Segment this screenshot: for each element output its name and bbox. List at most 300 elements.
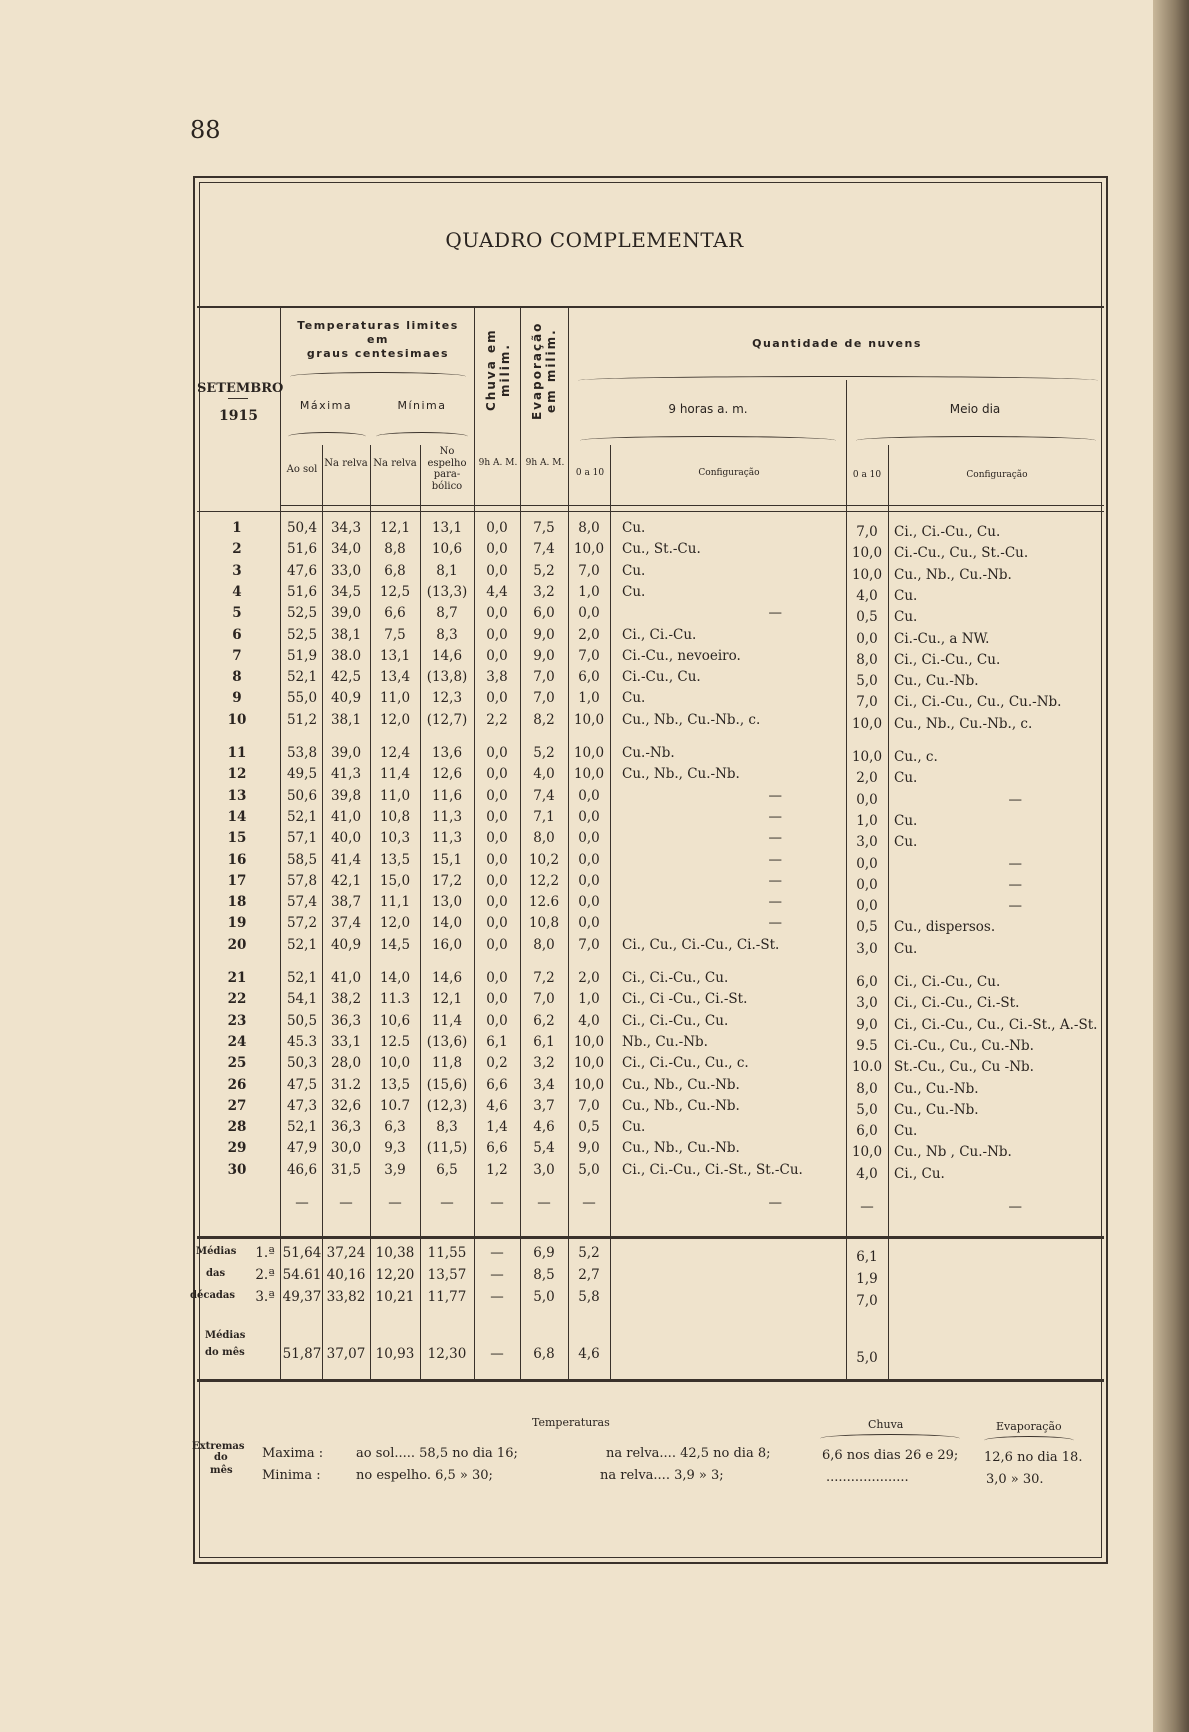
cell-r: 38,1 (330, 626, 362, 643)
cell-na: 0,5 (578, 1119, 600, 1136)
rule (197, 1236, 1104, 1239)
cell-ev: 10,2 (528, 851, 560, 868)
brace (290, 372, 466, 381)
cell-ca: Cu., Nb., Cu.-Nb., c. (622, 711, 761, 728)
cell-ev: — (537, 1195, 551, 1211)
cell-ch: 0,0 (486, 830, 508, 847)
cell-nm: 3,0 (856, 834, 878, 851)
decade-cell-ev: 6,9 (533, 1245, 555, 1261)
cell-nm: 10,0 (851, 715, 883, 732)
temp-group-line3: graus centesimaes (306, 347, 450, 360)
cell-nm: 3,0 (856, 940, 878, 957)
cell-ca: Ci.-Cu., nevoeiro. (622, 647, 741, 664)
decade-cell-nm: 6,1 (856, 1249, 878, 1265)
config-am-header: Configuração (698, 468, 760, 478)
cell-ch: 0,0 (486, 562, 508, 579)
cell-r: 41,0 (330, 970, 362, 986)
cell-r: 34,3 (330, 520, 362, 536)
cell-nm: — (860, 1199, 874, 1215)
cell-s: — (295, 1195, 309, 1211)
cell-me: 15,1 (431, 851, 463, 868)
cell-d: 2 (232, 541, 242, 558)
cell-cm: Cu., c. (894, 749, 938, 765)
extremes-label-3: mês (210, 1465, 233, 1476)
cell-ch: 6,1 (486, 1033, 508, 1050)
cell-cm: Cu. (894, 770, 918, 787)
decades-label-1: Médias (196, 1246, 237, 1257)
cell-me: 11,6 (431, 787, 463, 804)
cell-ch: 0,0 (486, 1012, 508, 1029)
cell-r: 34,5 (330, 583, 362, 600)
cell-cm: Cu., Cu.-Nb. (894, 673, 979, 690)
cell-nm: 0,0 (856, 791, 878, 808)
cell-d: 23 (227, 1012, 247, 1029)
cell-me: 17,2 (431, 872, 463, 889)
cell-mr: 14,5 (379, 936, 411, 953)
decades-label-2: das (206, 1268, 226, 1279)
cell-ca: — (768, 872, 782, 889)
cell-ca: Cu., Nb., Cu.-Nb. (622, 1097, 740, 1114)
cell-r: 40,0 (330, 830, 362, 847)
cell-ca: Cu. (622, 562, 646, 579)
decade-cell-ch: — (490, 1245, 504, 1261)
cell-cm: Cu., Nb , Cu.-Nb. (894, 1144, 1012, 1161)
cell-na: 10,0 (573, 1033, 605, 1050)
cell-mr: 8,8 (384, 541, 406, 558)
cell-me: (12,7) (426, 711, 468, 728)
cell-ch: 0,2 (486, 1055, 508, 1072)
cell-na: 0,0 (578, 787, 600, 804)
ao-sol-header: Ao sol (286, 464, 318, 475)
cell-ch: 0,0 (486, 647, 508, 664)
cell-ca: Ci., Ci.-Cu. (622, 626, 697, 643)
extremes-rain-header: Chuva (868, 1418, 904, 1431)
cell-me: (11,5) (426, 1140, 468, 1157)
temp-group-line2: em (367, 333, 389, 346)
cell-s: 52,1 (286, 808, 318, 825)
cell-nm: 0,0 (856, 876, 878, 893)
cell-r: 38,1 (330, 711, 362, 728)
cell-nm: 10,0 (851, 545, 883, 562)
cell-mr: 12,4 (379, 745, 411, 761)
cell-r: 39,8 (330, 787, 362, 804)
month-mean-cell-nm: 5,0 (856, 1350, 878, 1366)
brace (856, 436, 1096, 445)
cell-mr: 11,1 (379, 894, 411, 911)
rule (228, 398, 248, 399)
cell-ch: 0,0 (486, 787, 508, 804)
cell-cm: Cu., dispersos. (894, 919, 996, 936)
cell-ev: 8,0 (533, 830, 555, 847)
cell-s: 52,1 (286, 1119, 318, 1136)
cell-s: 52,1 (286, 936, 318, 953)
cell-ev: 7,0 (533, 669, 555, 686)
cell-cm: Ci.-Cu., Cu., St.-Cu. (894, 545, 1029, 562)
cell-cm: Cu., Nb., Cu.-Nb., c. (894, 715, 1033, 732)
rule (280, 505, 1104, 506)
espelho-header: No espelho para-bólico (427, 446, 467, 492)
cell-me: 6,5 (436, 1161, 458, 1178)
cell-cm: Ci., Ci.-Cu., Cu., Cu.-Nb. (894, 694, 1062, 711)
cell-d: 19 (227, 915, 247, 932)
cell-me: 8,7 (436, 605, 458, 622)
decade-cell-me: 11,77 (427, 1289, 467, 1305)
cell-mr: 6,3 (384, 1119, 406, 1136)
cell-ch: 6,6 (486, 1076, 508, 1093)
cell-nm: 10,0 (851, 566, 883, 583)
cell-d: 1 (232, 520, 242, 536)
cell-na: 6,0 (578, 669, 600, 686)
cell-me: 11,4 (431, 1012, 463, 1029)
cell-na: 2,0 (578, 626, 600, 643)
cell-cm: — (1008, 791, 1022, 808)
decade-cell-ch: — (490, 1267, 504, 1283)
cell-ev: 3,2 (533, 1055, 555, 1072)
cell-na: 0,0 (578, 894, 600, 911)
cell-ch: 0,0 (486, 690, 508, 707)
cell-s: 50,5 (286, 1012, 318, 1029)
cell-na: 0,0 (578, 808, 600, 825)
cell-ev: 9,0 (533, 626, 555, 643)
cell-ca: Cu., Nb., Cu.-Nb. (622, 1140, 740, 1157)
evap-time-header: 9h A. M. (525, 458, 565, 468)
cell-na: 2,0 (578, 970, 600, 986)
cell-ev: 4,0 (533, 766, 555, 783)
cell-d: 4 (232, 583, 242, 600)
cell-ev: 6,1 (533, 1033, 555, 1050)
cell-ca: Ci., Ci.-Cu., Cu. (622, 970, 729, 986)
cell-cm: Cu. (894, 812, 918, 829)
cell-ev: 7,4 (533, 787, 555, 804)
decade-cell-na: 5,8 (578, 1289, 600, 1305)
cell-na: 10,0 (573, 1076, 605, 1093)
cell-mr: 12,0 (379, 915, 411, 932)
cell-na: 7,0 (578, 647, 600, 664)
decade-cell-r: 33,82 (326, 1289, 366, 1305)
cell-ch: 6,6 (486, 1140, 508, 1157)
cell-nm: 8,0 (856, 1080, 878, 1097)
cell-r: 32,6 (330, 1097, 362, 1114)
cell-me: (13,8) (426, 669, 468, 686)
cell-ca: Ci., Ci -Cu., Ci.-St. (622, 991, 748, 1008)
cell-mr: 12,1 (379, 520, 411, 536)
cell-ev: 4,6 (533, 1119, 555, 1136)
cell-s: 51,6 (286, 583, 318, 600)
extremes-min-relva: na relva.... 3,9 » 3; (600, 1468, 724, 1483)
config-noon-header: Configuração (966, 470, 1028, 480)
cell-r: 42,1 (330, 872, 362, 889)
cell-ca: Ci., Ci.-Cu., Cu., c. (622, 1055, 749, 1072)
month-mean-cell-mr: 10,93 (375, 1346, 415, 1362)
cell-ev: 3,0 (533, 1161, 555, 1178)
brace (288, 432, 366, 441)
cell-na: 9,0 (578, 1140, 600, 1157)
cell-d: 7 (232, 647, 242, 664)
extremes-min-label: Minima : (262, 1468, 321, 1483)
cell-nm: 10,0 (851, 1144, 883, 1161)
decade-cell-nm: 1,9 (856, 1271, 878, 1287)
cell-ch: 0,0 (486, 541, 508, 558)
cell-s: 54,1 (286, 991, 318, 1008)
cell-ch: 0,0 (486, 766, 508, 783)
cell-mr: 9,3 (384, 1140, 406, 1157)
cell-r: 38,7 (330, 894, 362, 911)
cell-mr: 11,0 (379, 690, 411, 707)
cell-d: 10 (227, 711, 247, 728)
cell-nm: 0,0 (856, 898, 878, 915)
cell-r: 38,2 (330, 991, 362, 1008)
cell-ev: 3,4 (533, 1076, 555, 1093)
cell-ev: 3,2 (533, 583, 555, 600)
cell-ca: Cu., St.-Cu. (622, 541, 701, 558)
cell-r: 39,0 (330, 745, 362, 761)
cell-cm: Cu., Cu.-Nb. (894, 1101, 979, 1118)
extremes-label-1: Extremas (192, 1441, 245, 1452)
evap-header: Evaporação em milim. (530, 321, 558, 421)
extremes-max-relva: na relva.... 42,5 no dia 8; (606, 1446, 771, 1461)
cell-cm: Ci.-Cu., a NW. (894, 630, 990, 647)
cell-nm: 0,0 (856, 630, 878, 647)
cell-ca: — (768, 915, 782, 932)
cell-ev: 5,4 (533, 1140, 555, 1157)
decade-cell-mr: 12,20 (375, 1267, 415, 1283)
cell-me: 11,3 (431, 808, 463, 825)
cell-d: 22 (227, 991, 247, 1008)
cell-ca: — (768, 830, 782, 847)
cell-na: 7,0 (578, 562, 600, 579)
cell-ch: 0,0 (486, 872, 508, 889)
cell-s: 52,5 (286, 626, 318, 643)
cell-ch: 1,4 (486, 1119, 508, 1136)
cell-ch: 1,2 (486, 1161, 508, 1178)
cell-na: 0,0 (578, 830, 600, 847)
cell-cm: Ci., Ci.-Cu., Cu. (894, 524, 1001, 540)
cell-r: 36,3 (330, 1012, 362, 1029)
cell-ev: 7,2 (533, 970, 555, 986)
cell-ch: 0,0 (486, 808, 508, 825)
year-label: 1915 (219, 408, 258, 424)
cell-na: 10,0 (573, 766, 605, 783)
cell-ch: 0,0 (486, 936, 508, 953)
decade-cell-ev: 5,0 (533, 1289, 555, 1305)
rule (197, 511, 1104, 512)
cell-d: 13 (227, 787, 247, 804)
cell-s: 47,9 (286, 1140, 318, 1157)
cell-r: 39,0 (330, 605, 362, 622)
cell-na: — (582, 1195, 596, 1211)
cell-cm: Cu. (894, 587, 918, 604)
cell-mr: 15,0 (379, 872, 411, 889)
cell-ca: — (768, 851, 782, 868)
cell-mr: 14,0 (379, 970, 411, 986)
cell-ev: 6,0 (533, 605, 555, 622)
cell-cm: — (1008, 1199, 1022, 1215)
cell-nm: 4,0 (856, 1165, 878, 1182)
cell-mr: 12,5 (379, 583, 411, 600)
cell-s: 46,6 (286, 1161, 318, 1178)
cell-d: 12 (227, 766, 247, 783)
cell-na: 4,0 (578, 1012, 600, 1029)
brace (984, 1436, 1074, 1445)
cell-r: 40,9 (330, 936, 362, 953)
cell-r: 33,0 (330, 562, 362, 579)
cell-ev: 3,7 (533, 1097, 555, 1114)
cell-s: 52,5 (286, 605, 318, 622)
cell-nm: 2,0 (856, 770, 878, 787)
cell-nm: 3,0 (856, 995, 878, 1012)
cell-r: 38.0 (330, 647, 362, 664)
cell-ev: 7,0 (533, 991, 555, 1008)
cell-me: 12,3 (431, 690, 463, 707)
decade-number: 3.ª (255, 1289, 275, 1305)
cell-mr: 13,4 (379, 669, 411, 686)
cell-ca: — (768, 1195, 782, 1211)
month-mean-cell-ev: 6,8 (533, 1346, 555, 1362)
cell-ca: Cu. (622, 583, 646, 600)
cell-s: 50,4 (286, 520, 318, 536)
extremes-max-rain: 6,6 nos dias 26 e 29; (822, 1448, 959, 1463)
rain-header: Chuva em milim. (484, 328, 512, 412)
cell-na: 10,0 (573, 711, 605, 728)
cell-na: 0,0 (578, 872, 600, 889)
cell-na: 7,0 (578, 936, 600, 953)
cell-r: — (339, 1195, 353, 1211)
cell-mr: 10,0 (379, 1055, 411, 1072)
cell-ev: 8,2 (533, 711, 555, 728)
cell-ca: — (768, 808, 782, 825)
cell-me: 13,6 (431, 745, 463, 761)
temp-group-line1: Temperaturas limites (297, 319, 459, 332)
cell-ca: Ci., Cu., Ci.-Cu., Ci.-St. (622, 936, 780, 953)
page-title: QUADRO COMPLEMENTAR (445, 228, 744, 252)
cell-d: 18 (227, 894, 247, 911)
decade-cell-me: 11,55 (427, 1245, 467, 1261)
cell-nm: 10,0 (851, 749, 883, 765)
na-relva-max-header: Na relva (324, 458, 368, 469)
cell-ca: Ci.-Cu., Cu. (622, 669, 701, 686)
cell-nm: 1,0 (856, 812, 878, 829)
cell-na: 1,0 (578, 690, 600, 707)
cell-d: 15 (227, 830, 247, 847)
cell-ch: 0,0 (486, 605, 508, 622)
cell-s: 52,1 (286, 970, 318, 986)
cell-cm: Ci., Cu. (894, 1165, 945, 1182)
cell-mr: 13,1 (379, 647, 411, 664)
cell-d: 27 (227, 1097, 247, 1114)
cell-ev: 7,5 (533, 520, 555, 536)
minima-label: Mínima (397, 399, 447, 412)
cell-ev: 9,0 (533, 647, 555, 664)
cell-d: 17 (227, 872, 247, 889)
cell-ch: 2,2 (486, 711, 508, 728)
cell-nm: 8,0 (856, 651, 878, 668)
page-number: 88 (190, 116, 221, 144)
decade-cell-na: 2,7 (578, 1267, 600, 1283)
cell-d: 21 (227, 970, 247, 986)
cell-d: 8 (232, 669, 242, 686)
cell-r: 33,1 (330, 1033, 362, 1050)
cell-ev: 12,2 (528, 872, 560, 889)
extremes-max-sol: ao sol..... 58,5 no dia 16; (356, 1446, 518, 1461)
cell-nm: 5,0 (856, 1101, 878, 1118)
decade-cell-s: 54.61 (282, 1267, 322, 1283)
cell-me: — (440, 1195, 454, 1211)
month-mean-cell-r: 37,07 (326, 1346, 366, 1362)
cell-ch: — (490, 1195, 504, 1211)
cell-s: 51,9 (286, 647, 318, 664)
cell-mr: 11,0 (379, 787, 411, 804)
cell-ch: 0,0 (486, 745, 508, 761)
extremes-min-rain: .................... (826, 1470, 909, 1485)
cell-me: (13,6) (426, 1033, 468, 1050)
cell-ch: 3,8 (486, 669, 508, 686)
cell-nm: 6,0 (856, 1123, 878, 1140)
cell-s: 51,6 (286, 541, 318, 558)
cell-r: 31.2 (330, 1076, 362, 1093)
cell-na: 0,0 (578, 915, 600, 932)
cell-ev: 12.6 (528, 894, 560, 911)
col-line (610, 445, 611, 1379)
cell-nm: 6,0 (856, 974, 878, 990)
cell-d: 6 (232, 626, 242, 643)
decade-cell-nm: 7,0 (856, 1293, 878, 1309)
cell-ev: 10,8 (528, 915, 560, 932)
decade-cell-s: 51,64 (282, 1245, 322, 1261)
cell-ev: 5,2 (533, 562, 555, 579)
scale-am-header: 0 a 10 (575, 468, 605, 478)
brace (578, 376, 1098, 385)
decade-cell-ch: — (490, 1289, 504, 1305)
na-relva-min-header: Na relva (373, 458, 417, 469)
cell-mr: 3,9 (384, 1161, 406, 1178)
cell-me: 11,3 (431, 830, 463, 847)
month-label: SETEMBRO (197, 381, 284, 396)
cell-d: 20 (227, 936, 247, 953)
cell-nm: 0,0 (856, 855, 878, 872)
cell-na: 7,0 (578, 1097, 600, 1114)
cell-r: 40,9 (330, 690, 362, 707)
cell-d: 28 (227, 1119, 247, 1136)
cell-d: 11 (227, 745, 247, 761)
cell-me: (12,3) (426, 1097, 468, 1114)
cell-na: 0,0 (578, 851, 600, 868)
cell-cm: Ci., Ci.-Cu., Cu., Ci.-St., A.-St. (894, 1016, 1098, 1033)
cell-me: 14,6 (431, 970, 463, 986)
cell-ch: 0,0 (486, 991, 508, 1008)
cell-ca: Ci., Ci.-Cu., Cu. (622, 1012, 729, 1029)
cell-ch: 4,6 (486, 1097, 508, 1114)
cell-mr: 12.5 (379, 1033, 411, 1050)
cell-r: 28,0 (330, 1055, 362, 1072)
cell-r: 34,0 (330, 541, 362, 558)
cell-ch: 0,0 (486, 520, 508, 536)
decade-cell-mr: 10,21 (375, 1289, 415, 1305)
rain-time-header: 9h A. M. (478, 458, 518, 468)
cell-s: 52,1 (286, 669, 318, 686)
cell-na: 10,0 (573, 1055, 605, 1072)
cell-d: 5 (232, 605, 242, 622)
col-line (280, 306, 281, 1379)
cell-cm: — (1008, 898, 1022, 915)
brace (580, 436, 836, 445)
cell-d: 26 (227, 1076, 247, 1093)
cell-ch: 0,0 (486, 894, 508, 911)
rule (197, 306, 1104, 308)
extremes-temp-header: Temperaturas (532, 1416, 610, 1429)
cell-ca: — (768, 894, 782, 911)
cell-me: 13,0 (431, 894, 463, 911)
month-mean-label-2: do mês (205, 1347, 245, 1358)
